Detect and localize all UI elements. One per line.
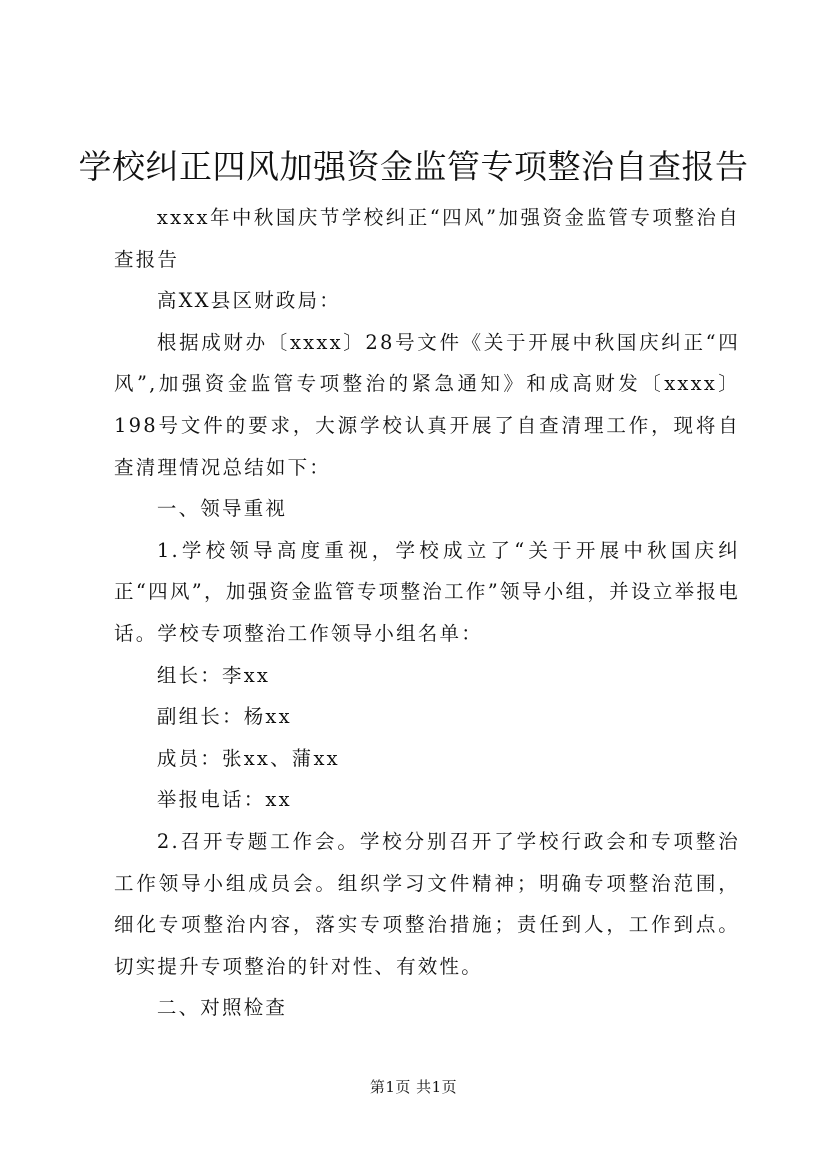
report-phone-line: 举报电话：xx	[156, 788, 292, 812]
deputy-leader-line: 副组长：杨xx	[156, 705, 292, 729]
intro-paragraph: 根据成财办〔xxxx〕28号文件《关于开展中秋国庆纠正“四风”,加强资金监管专项整治的紧急通知》和成高财发〔xxxx〕198号文件的要求，大源学校认真开展了自查清理工作，现将自查清理情况总结如下：	[114, 330, 740, 479]
meeting-paragraph: 2.召开专题工作会。学校分别召开了学校行政会和专项整治工作领导小组成员会。组织学习文件精神；明确专项整治范围，细化专项整治内容，落实专项整治措施；责任到人，工作到点。切实提升专项整治的针对性、有效性。	[114, 829, 740, 978]
document-title: 学校纠正四风加强资金监管专项整治自查报告	[78, 147, 749, 186]
document-body	[114, 197, 740, 1029]
members-line: 成员：张xx、蒲xx	[156, 746, 340, 770]
page-number-footer: 第1页 共1页	[369, 1078, 458, 1096]
leadership-paragraph: 1.学校领导高度重视，学校成立了“关于开展中秋国庆纠正“四风”，加强资金监管专项整治工作”领导小组，并设立举报电话。学校专项整治工作领导小组名单：	[114, 538, 740, 645]
section-heading-inspection: 二、对照检查	[156, 996, 288, 1020]
subtitle-paragraph: xxxx年中秋国庆节学校纠正“四风”加强资金监管专项整治自查报告	[114, 206, 740, 271]
section-heading-leadership: 一、领导重视	[156, 497, 288, 521]
group-leader-line: 组长：李xx	[156, 663, 271, 687]
salutation: 高XX县区财政局：	[156, 289, 341, 313]
